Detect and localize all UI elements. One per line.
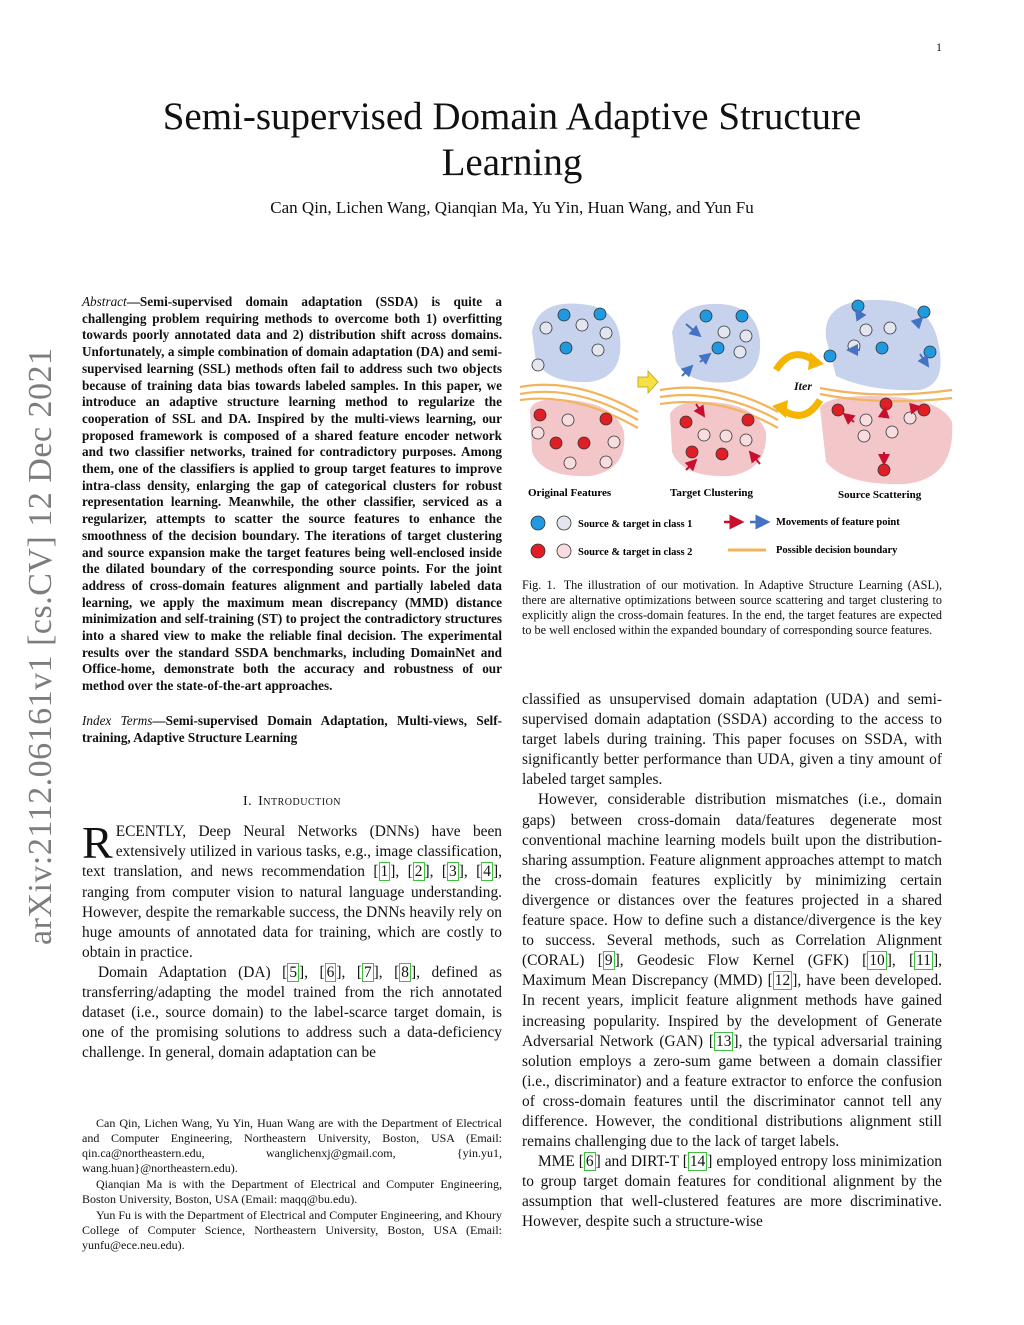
- legend-source-class1-icon: [531, 516, 545, 530]
- legend-source-class2-icon: [531, 544, 545, 558]
- class1-region: [532, 304, 620, 383]
- right-p2-text-d: , have been developed. In recent years, implicit feature alignment methods have gained increasing popularity. Inspired by the development of Generate Adversarial Network (GAN): [522, 972, 942, 1050]
- figure-label: Fig. 1.: [522, 578, 556, 592]
- citation-link[interactable]: 2: [414, 863, 423, 881]
- citation-link[interactable]: 3: [449, 863, 457, 881]
- intro-p1-text-a: ECENTLY, Deep Neural Networks (DNNs) have been extensively utilized in various tasks, e.g., image classification, text translation, and news recommendation: [82, 823, 502, 881]
- section-heading: [82, 794, 502, 810]
- right-paragraph-3: MME [ 6 ] and DIRT-T [ 14 ] employed entropy loss minimization to group target domain features for conditional alignment by the assumption that well-clustered features are more discriminative. However, despite such a structure-wise: [522, 1153, 942, 1231]
- footnote-1: Can Qin, Lichen Wang, Yu Yin, Huan Wang are with the Department of Electrical and Computer Engineering, Northeastern University, Boston, USA (Email: qin.ca@northeastern.edu, wanglichenxj@gmail.com, {yin.yu1, wang.huan}@northeastern.edu).: [82, 1116, 502, 1175]
- panel-original-features: [520, 304, 638, 477]
- iter-label: Iter: [794, 379, 812, 393]
- right-p2-text-e: , the typical adversarial training solution employs a zero-sum game between a domain classifier (i.e., discriminator) and a feature extractor to enforce the confusion of cross-domain features until the discriminator cannot tell any difference. However, the conditional distributions alignment still remains challenging due to the lack of target labels.: [522, 1032, 942, 1151]
- citation-link[interactable]: 11: [916, 952, 931, 970]
- dropcap: R: [82, 817, 113, 869]
- arxiv-stamp: arXiv:2112.06161v1 [cs.CV] 12 Dec 2021: [22, 347, 59, 945]
- panel-label: Source Scattering: [838, 489, 922, 501]
- panel-target-clustering: [660, 304, 778, 476]
- right-p2-text-c: , Maximum Mean Discrepancy (MMD): [522, 952, 942, 990]
- citation-link[interactable]: 9: [604, 952, 613, 970]
- citation-link[interactable]: 12: [774, 972, 791, 990]
- panel-label: Original Features: [528, 487, 612, 499]
- next-step-arrow-icon: [638, 371, 658, 393]
- citation-link[interactable]: 5: [289, 963, 298, 981]
- abstract: [82, 294, 502, 695]
- citation-link[interactable]: 7: [363, 963, 372, 981]
- abstract-text: —Semi-supervised domain adaptation (SSDA) is quite a challenging problem requiring methods to overcome both 1) overfitting towards poorly annotated data and 2) distribution shift across domains. Unfortunately, a simple combination of domain adaptation (DA) and semi-supervised learning (SSL) methods often fail to address such two objects because of training data bias towards labeled samples. In this paper, we introduce an adaptive structure learning method to regularize the cooperation of SSL and DA. Inspired by the multi-views learning, our proposed framework is composed of a shared feature encoder network and two classifier networks, trained for contradictory purposes. Among them, one of the classifiers is applied to group target features to improve intra-class density, enlarging the gap of categorical clusters for robust representation learning. Meanwhile, the other classifier, serviced as a regularizer, attempts to scatter the source features to enhance the smoothness of the decision boundary. The iterations of target clustering and source expansion make the target features being well-enclosed inside the dilated boundary of the corresponding source points. For the joint address of cross-domain features alignment and partially labeled data learning, we apply the maximum mean discrepancy (MMD) distance minimization and self-training (ST) to project the contradictory structures into a shared view to make the reliable final decision. The experimental results over the standard SSDA benchmarks, including DomainNet and Office-home, demonstrate both the accuracy and robustness of our method over the state-of-the-art approaches.: [82, 294, 502, 694]
- citation-link[interactable]: 4: [483, 863, 491, 881]
- panel-label: Target Clustering: [670, 487, 754, 499]
- footnote-2: Qianqian Ma is with the Department of Electrical and Computer Engineering, Boston University, Boston, USA (Email: maqq@bu.edu).: [82, 1177, 502, 1206]
- legend-movement-label: Movements of feature point: [776, 517, 900, 528]
- legend-class1-label: Source & target in class 1: [578, 519, 693, 530]
- right-p2-text-b: , Geodesic Flow Kernel (GFK): [619, 952, 863, 970]
- index-terms-lead: Index Terms: [82, 712, 153, 728]
- figure-caption: [522, 578, 942, 638]
- intro-paragraph-2: Domain Adaptation (DA) [ 5 ], [ 6 ], [ 7 ], [ 8 ], defined as transferring/adapting the model trained from the rich annotated dataset (i.e., source domain) to the label-scarce target domain, is one of the promising solutions to address such a data-deficiency challenge. In general, domain adaptation can be: [82, 963, 502, 1062]
- legend-class2-label: Source & target in class 2: [578, 547, 693, 558]
- citation-link[interactable]: 10: [869, 952, 885, 970]
- right-p2-text-a: However, considerable distribution mismatches (i.e., domain gaps) between cross-domain data/features degenerate most conventional machine learning models built upon the distribution-sharing assumption. Feature alignment approaches attempt to match the cross-domain features explicitly by minimizing certain divergence or distances over the features projected in a shared feature space. How to define such a distance/divergence is the key to success. Several methods, such as Correlation Alignment (CORAL): [522, 791, 942, 970]
- figure-1: [520, 292, 960, 562]
- legend-target-class1-icon: [557, 516, 571, 530]
- right-paragraph-2: However, considerable distribution mismatches (i.e., domain gaps) between cross-domain data/features degenerate most conventional machine learning models built upon the distribution-sharing assumption. Feature alignment approaches attempt to match the cross-domain features explicitly by minimizing certain divergence or distances over the features projected in a shared feature space. How to define such a distance/divergence is the key to success. Several methods, such as Correlation Alignment (CORAL) [ 9 ], Geodesic Flow Kernel (GFK) [ 10 ], [ 11 ], Maximum Mean Discrepancy (MMD) [ 12 ], have been developed. In recent years, implicit feature alignment methods have gained increasing popularity. Inspired by the development of Generate Adversarial Network (GAN) [ 13 ], the typical adversarial training solution employs a zero-sum game between a domain classifier (i.e., discriminator) and a feature extractor to enforce the confusion of cross-domain features until the discriminator cannot tell any difference. However, the conditional distributions alignment still remains challenging due to the lack of target labels.: [522, 791, 942, 1151]
- iter-cycle: [772, 352, 824, 418]
- right-p3-text-c: employed entropy loss minimization to group target domain features for conditional alignment by the assumption that well-clustered features are more discriminative. However, despite such a structure-wise: [522, 1153, 942, 1231]
- index-terms-text: —Semi-supervised Domain Adaptation, Multi-views, Self-training, Adaptive Structure Learning: [82, 712, 502, 745]
- citation-link[interactable]: 6: [585, 1153, 594, 1171]
- intro-p1-text-b: , ranging from computer vision to natural language understanding. However, despite the remarkable success, the DNNs heavily rely on huge amounts of annotated data for training, which are costly to obtain in practice.: [82, 863, 502, 961]
- intro-p2-text-a: Domain Adaptation (DA): [98, 963, 283, 981]
- citation-link[interactable]: 13: [716, 1032, 732, 1050]
- author-list: Can Qin, Lichen Wang, Qianqian Ma, Yu Yin, Huan Wang, and Yun Fu: [270, 198, 754, 217]
- figure-legend: [531, 516, 900, 558]
- legend-boundary-label: Possible decision boundary: [776, 545, 898, 556]
- footnote-3: Yun Fu is with the Department of Electrical and Computer Engineering, and Khoury College of Computer Science, Northeastern University, Boston, USA (Email: yunfu@ece.neu.edu).: [82, 1208, 502, 1252]
- panel-source-scattering: [820, 300, 952, 484]
- page-number: 1: [936, 40, 942, 54]
- left-column: [82, 294, 502, 1063]
- section-title: Introduction: [258, 794, 342, 810]
- right-p3-text-a: MME: [538, 1153, 579, 1171]
- footnotes: [82, 1116, 502, 1254]
- right-column: [522, 690, 942, 1233]
- right-paragraph-1: classified as unsupervised domain adaptation (UDA) and semi-supervised domain adaptation (SSDA) according to the access to target labels during training. This paper focuses on SSDA, with significantly better performance than UDA, given a tiny amount of labeled target samples.: [522, 691, 942, 789]
- citation-link[interactable]: 1: [380, 863, 389, 881]
- section-number: I.: [242, 794, 253, 810]
- intro-text: [82, 817, 502, 1063]
- figure-caption-text: The illustration of our motivation. In Adaptive Structure Learning (ASL), there are alternative optimizations between source scattering and target clustering to explicitly align the cross-domain features. In the end, the target features are expected to be well enclosed within the expanded boundary of corresponding source features.: [522, 578, 942, 637]
- legend-target-class2-icon: [557, 544, 571, 558]
- citation-link[interactable]: 8: [401, 963, 409, 981]
- paper-title: Semi-supervised Domain Adaptive Structure Learning: [162, 95, 862, 184]
- citation-link[interactable]: 14: [689, 1153, 706, 1171]
- citation-link[interactable]: 6: [326, 963, 335, 981]
- right-p3-text-b: and DIRT-T: [600, 1153, 683, 1171]
- intro-paragraph-1: RECENTLY, Deep Neural Networks (DNNs) have been extensively utilized in various tasks, e.g., image classification, text translation, and news recommendation [ 1 ], [ 2 ], [ 3 ], [ 4 ], ranging from computer vision to natural language understanding. However, despite the remarkable success, the DNNs heavily rely on huge amounts of annotated data for training, which are costly to obtain in practice.: [82, 817, 502, 961]
- index-terms: [82, 713, 502, 746]
- abstract-lead: Abstract: [82, 294, 127, 309]
- intro-p2-text-b: , defined as transferring/adapting the model trained from the rich annotated dataset (i.e., source domain) to the label-scarce target domain, is one of the promising solutions to address such a data-deficiency challenge. In general, domain adaptation can be: [82, 963, 502, 1062]
